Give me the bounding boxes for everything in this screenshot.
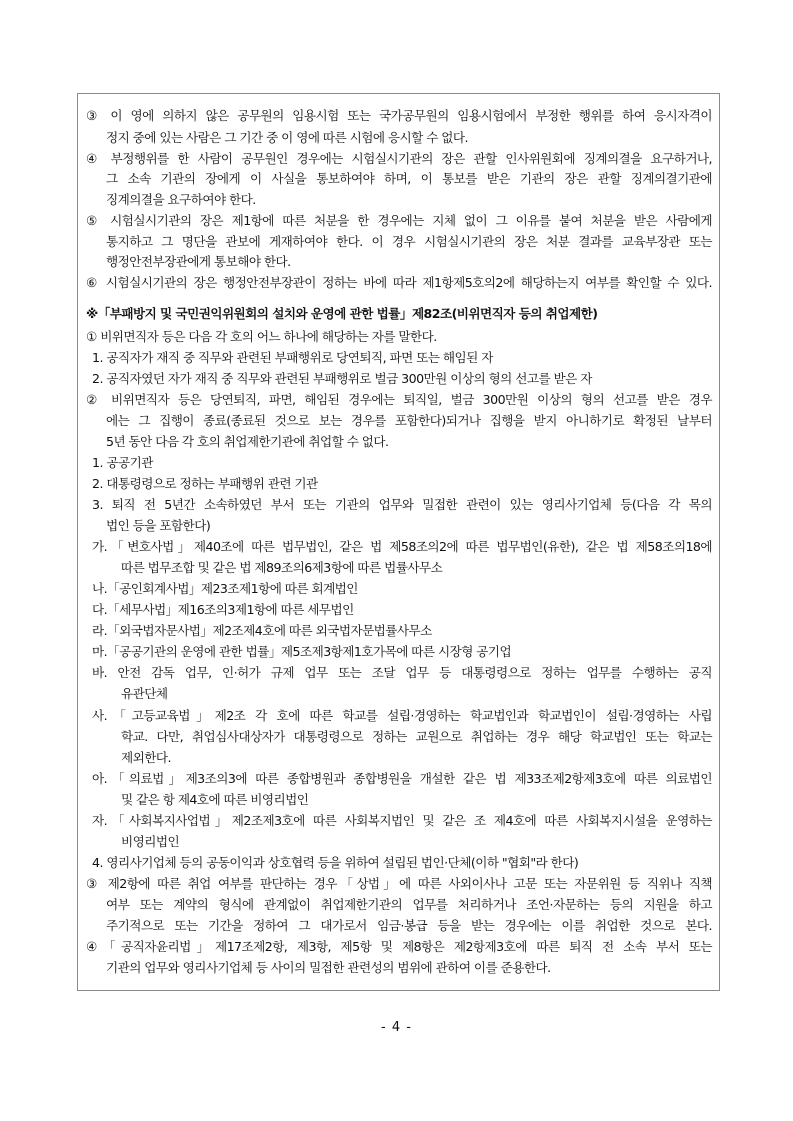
text-line: ③ 제2항에 따른 취업 여부를 판단하는 경우「상법」에 따른 사외이사나 고문 또는 자문위원 등 직위나 직책 — [86, 876, 712, 891]
text-line: ④ 부정행위를 한 사람이 공무원인 경우에는 시험실시기관의 장은 관할 인사위원회에 징계의결을 요구하거나, — [86, 151, 712, 166]
text-line: 통지하고 그 명단을 관보에 게재하여야 한다. 이 경우 시험실시기관의 장은 처분 결과를 교육부장관 또는 — [106, 234, 712, 249]
text-line: 법인 등을 포함한다) — [106, 518, 211, 533]
text-line: ② 비위면직자 등은 당연퇴직, 파면, 해임된 경우에는 퇴직일, 벌금 300만원 이상의 형의 선고를 받은 경우 — [86, 392, 712, 407]
text-line: 정지 중에 있는 사람은 그 기간 중 이 영에 따른 시험에 응시할 수 없다. — [106, 130, 468, 145]
text-line: 바. 안전 감독 업무, 인·허가 규제 업무 또는 조달 업무 등 대통령령으로 정하는 업무를 수행하는 공직 — [92, 665, 712, 680]
text-line: 사.「고등교육법」제2조 각 호에 따른 학교를 설립·경영하는 학교법인과 학교법인이 설립·경영하는 사립 — [92, 708, 712, 723]
text-line: 1. 공공기관 — [92, 455, 153, 470]
text-line: 가.「변호사법」제40조에 따른 법무법인, 같은 법 제58조의2에 따른 법무법인(유한), 같은 법 제58조의18에 — [92, 539, 712, 554]
text-line: 에는 그 집행이 종료(종료된 것으로 보는 경우를 포함한다)되거나 집행을 받지 아니하기로 확정된 날부터 — [106, 413, 712, 428]
text-line: 2. 대통령령으로 정하는 부패행위 관련 기관 — [92, 476, 318, 491]
text-line: 마.「공공기관의 운영에 관한 법률」제5조제3항제1호가목에 따른 시장형 공기업 — [92, 644, 512, 659]
text-line: 5년 동안 다음 각 호의 취업제한기관에 취업할 수 없다. — [106, 434, 389, 449]
text-line: ① 비위면직자 등은 다음 각 호의 어느 하나에 해당하는 자를 말한다. — [86, 329, 437, 344]
text-line: 3. 퇴직 전 5년간 소속하였던 부서 또는 기관의 업무와 밀접한 관련이 있는 영리사기업체 등(다음 각 목의 — [92, 497, 712, 512]
text-line: 따른 법무조합 및 같은 법 제89조의6제3항에 따른 법률사무소 — [121, 560, 443, 575]
text-line: 기관의 업무와 영리사기업체 등 사이의 밀접한 관련성의 범위에 관하여 이를 준용한다. — [106, 960, 551, 975]
text-line: 1. 공직자가 재직 중 직무와 관련된 부패행위로 당연퇴직, 파면 또는 해임된 자 — [92, 350, 493, 365]
text-line: 라.「외국법자문사법」제2조제4호에 따른 외국법자문법률사무소 — [92, 623, 432, 638]
text-line: 유관단체 — [121, 686, 168, 701]
text-line: ⑥ 시험실시기관의 장은 행정안전부장관이 정하는 바에 따라 제1항제5호의2에 해당하는지 여부를 확인할 수 있다. — [86, 275, 712, 290]
text-line: 행정안전부장관에게 통보해야 한다. — [106, 254, 291, 269]
text-line: ③ 이 영에 의하지 않은 공무원의 임용시험 또는 국가공무원의 임용시험에서 부정한 행위를 하여 응시자격이 — [86, 108, 712, 123]
text-line: 징계의결을 요구하여야 한다. — [106, 192, 256, 207]
page-number: - 4 - — [381, 1020, 412, 1035]
text-line: 여부 또는 계약의 형식에 관계없이 취업제한기관의 업무를 처리하거나 조언·자문하는 등의 지원을 하고 — [106, 897, 712, 912]
text-line: 제외한다. — [121, 750, 171, 765]
text-line: ⑤ 시험실시기관의 장은 제1항에 따른 처분을 한 경우에는 지체 없이 그 이유를 붙여 처분을 받은 사람에게 — [86, 213, 712, 228]
text-line: 자.「사회복지사업법」제2조제3호에 따른 사회복지법인 및 같은 조 제4호에 따른 사회복지시설을 운영하는 — [92, 813, 712, 828]
text-line: 및 같은 항 제4호에 따른 비영리법인 — [121, 792, 309, 807]
text-line: 2. 공직자였던 자가 재직 중 직무와 관련된 부패행위로 벌금 300만원 이상의 형의 선고를 받은 자 — [92, 371, 592, 386]
section-heading: ※「부패방지 및 국민권익위원회의 설치와 운영에 관한 법률」제82조(비위면직자 등의 취업제한) — [86, 306, 598, 321]
text-line: 나.「공인회계사법」제23조제1항에 따른 회계법인 — [92, 581, 358, 596]
text-line: 아.「의료법」제3조의3에 따른 종합병원과 종합병원을 개설한 같은 법 제33조제2항제3호에 따른 의료법인 — [92, 771, 712, 786]
text-line: 주기적으로 또는 기간을 정하여 그 대가로서 임금·봉급 등을 받는 경우에는 이를 취업한 것으로 본다. — [106, 918, 712, 933]
text-line: 그 소속 기관의 장에게 이 사실을 통보하여야 하며, 이 통보를 받은 기관의 장은 관할 징계의결기관에 — [106, 171, 712, 186]
text-line: 비영리법인 — [121, 834, 180, 849]
text-line: 4. 영리사기업체 등의 공동이익과 상호협력 등을 위하여 설립된 법인·단체(이하 "협회"라 한다) — [92, 855, 579, 870]
text-line: 학교. 다만, 취업심사대상자가 대통령령으로 정하는 교원으로 취업하는 경우 해당 학교법인 또는 학교는 — [121, 729, 712, 744]
text-line: ④「공직자윤리법」제17조제2항, 제3항, 제5항 및 제8항은 제2항제3호에 따른 퇴직 전 소속 부서 또는 — [86, 939, 712, 954]
text-line: 다.「세무사법」제16조의3제1항에 따른 세무법인 — [92, 602, 354, 617]
